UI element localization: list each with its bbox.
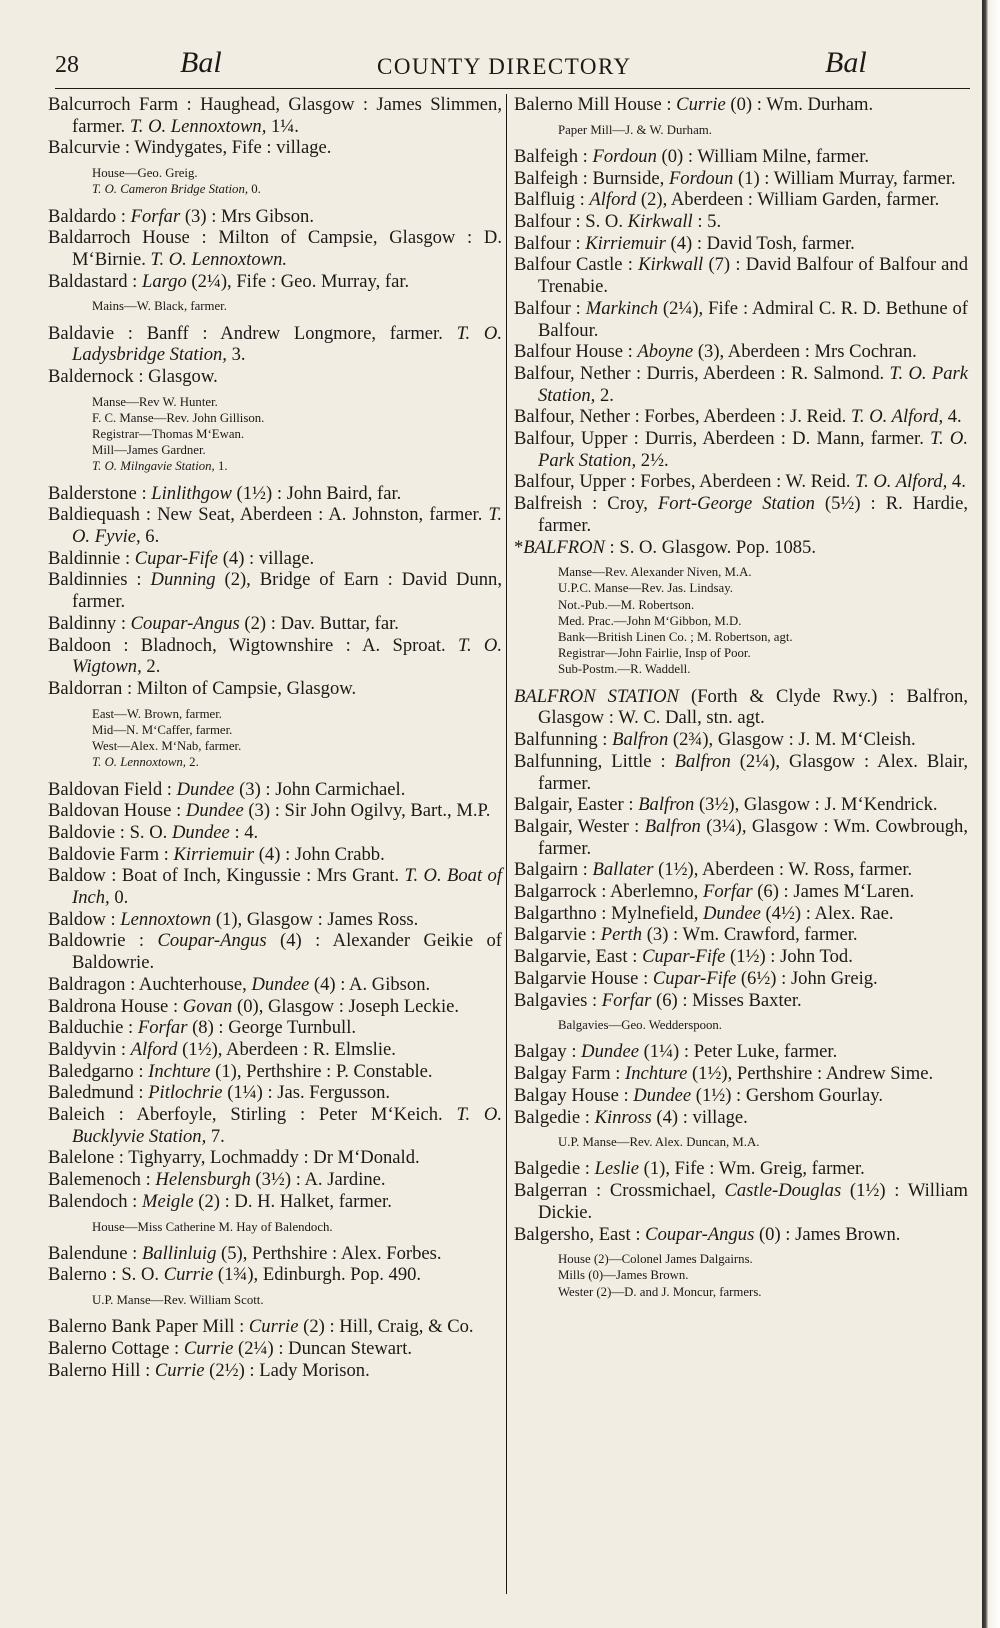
directory-entry: Balfluig : Alford (2), Aberdeen : William Garden, farmer. xyxy=(514,189,940,211)
directory-entry: Baldow : Boat of Inch, Kingussie : Mrs Grant. T. O. Boat of Inch, 0. xyxy=(48,865,502,909)
directory-entry: Balfunning : Balfron (2¾), Glasgow : J. M. M‘Cleish. xyxy=(514,729,916,751)
sub-listing-line: U.P. Manse—Rev. Alex. Duncan, M.A. xyxy=(558,1135,760,1150)
directory-entry: Balgarvie : Perth (3) : Wm. Crawford, farmer. xyxy=(514,924,858,946)
sub-listing-line: T. O. Milngavie Station, 1. xyxy=(92,459,228,474)
directory-entry: Baldovie Farm : Kirriemuir (4) : John Crabb. xyxy=(48,843,385,865)
directory-entry: Balgair, Wester : Balfron (3¼), Glasgow : Wm. Cowbrough, farmer. xyxy=(514,815,968,859)
sub-listing-line: Paper Mill—J. & W. Durham. xyxy=(558,122,712,137)
directory-entry: Balerno Cottage : Currie (2¼) : Duncan Stewart. xyxy=(48,1338,413,1360)
sub-listing-line: Manse—Rev W. Hunter. xyxy=(92,394,218,409)
directory-entry: Balfour Castle : Kirkwall (7) : David Balfour of Balfour and Trenabie. xyxy=(514,254,969,298)
directory-entry: Balelone : Tighyarry, Lochmaddy : Dr M‘Donald. xyxy=(48,1147,420,1169)
sub-listing-line: U.P.C. Manse—Rev. Jas. Lindsay. xyxy=(558,581,734,596)
directory-entry: Balemenoch : Helensburgh (3½) : A. Jardine. xyxy=(48,1169,386,1191)
directory-entry: Baldow : Lennoxtown (1), Glasgow : James Ross. xyxy=(48,908,419,930)
directory-entry: Baldinnies : Dunning (2), Bridge of Earn : David Dunn, farmer. xyxy=(48,569,503,613)
directory-entry: Balgerran : Crossmichael, Castle-Douglas (1½) : William Dickie. xyxy=(514,1180,968,1223)
page-header xyxy=(55,46,975,86)
directory-entry: Baldernock : Glasgow. xyxy=(48,365,218,387)
directory-entry: Balcurvie : Windygates, Fife : village. xyxy=(48,137,332,159)
sub-listing-line: Balgavies—Geo. Wedderspoon. xyxy=(558,1018,722,1033)
sub-listing-line: Mid—N. M‘Caffer, farmer. xyxy=(92,722,233,737)
entry-sub-listing xyxy=(48,1219,502,1235)
directory-entry: Balgersho, East : Coupar-Angus (0) : James Brown. xyxy=(514,1223,901,1245)
sub-listing-line: F. C. Manse—Rev. John Gillison. xyxy=(92,410,265,425)
directory-entry: Balendoch : Meigle (2) : D. H. Halket, farmer. xyxy=(48,1190,392,1212)
directory-entry: *BALFRON : S. O. Glasgow. Pop. 1085. xyxy=(514,536,816,558)
right-column xyxy=(514,94,968,1308)
directory-entry: Balgarrock : Aberlemno, Forfar (6) : James M‘Laren. xyxy=(514,881,915,903)
sub-listing-line: Med. Prac.—John M‘Gibbon, M.D. xyxy=(558,613,742,628)
directory-entry: Baldyvin : Alford (1½), Aberdeen : R. Elmslie. xyxy=(48,1038,396,1060)
directory-entry: Balduchie : Forfar (8) : George Turnbull. xyxy=(48,1017,357,1039)
directory-entry: Balderstone : Linlithgow (1½) : John Baird, far. xyxy=(48,482,402,504)
sub-listing-line: House—Miss Catherine M. Hay of Balendoch. xyxy=(92,1219,333,1234)
sub-listing-line: Registrar—John Fairlie, Insp of Poor. xyxy=(558,646,751,661)
directory-entry: Balfunning, Little : Balfron (2¼), Glasgow : Alex. Blair, farmer. xyxy=(514,750,968,794)
directory-entry: Balfeigh : Burnside, Fordoun (1) : William Murray, farmer. xyxy=(514,167,956,189)
directory-entry: Baldastard : Largo (2¼), Fife : Geo. Murray, far. xyxy=(48,270,410,292)
directory-entry: Balgair, Easter : Balfron (3½), Glasgow : J. M‘Kendrick. xyxy=(514,794,938,816)
directory-entry: Balfour, Upper : Durris, Aberdeen : D. Mann, farmer. T. O. Park Station, 2½. xyxy=(514,428,968,471)
entry-sub-listing xyxy=(48,706,502,771)
directory-entry: Balfour, Nether : Forbes, Aberdeen : J. Reid. T. O. Alford, 4. xyxy=(514,406,962,428)
right-running-head: Bal xyxy=(825,46,867,79)
sub-listing-line: Registrar—Thomas M‘Ewan. xyxy=(92,427,245,442)
directory-entry: Balgay Farm : Inchture (1½), Perthshire : Andrew Sime. xyxy=(514,1063,934,1085)
page-title: COUNTY DIRECTORY xyxy=(377,54,632,79)
directory-entry: Balfour House : Aboyne (3), Aberdeen : Mrs Cochran. xyxy=(514,341,917,363)
directory-entry: Balerno Bank Paper Mill : Currie (2) : Hill, Craig, & Co. xyxy=(48,1316,474,1338)
book-spine-edge xyxy=(982,0,1000,1628)
directory-entry: Baledmund : Pitlochrie (1¼) : Jas. Fergusson. xyxy=(48,1082,391,1104)
directory-entry: Balgarvie House : Cupar-Fife (6½) : John Greig. xyxy=(514,967,878,989)
directory-entry: Balerno Hill : Currie (2½) : Lady Morison. xyxy=(48,1359,370,1381)
directory-entry: Baldinny : Coupar-Angus (2) : Dav. Buttar, far. xyxy=(48,612,399,634)
directory-entry: Baldoon : Bladnoch, Wigtownshire : A. Sproat. T. O. Wigtown, 2. xyxy=(48,634,502,678)
sub-listing-line: West—Alex. M‘Nab, farmer. xyxy=(92,739,242,754)
directory-entry: Balgavies : Forfar (6) : Misses Baxter. xyxy=(514,989,802,1011)
entry-sub-listing xyxy=(514,122,968,138)
directory-entry: Baldorran : Milton of Campsie, Glasgow. xyxy=(48,677,357,699)
directory-entry: Balendune : Ballinluig (5), Perthshire : Alex. Forbes. xyxy=(48,1242,442,1264)
directory-entry: Baleich : Aberfoyle, Stirling : Peter M‘Keich. T. O. Bucklyvie Station, 7. xyxy=(48,1104,502,1147)
directory-entry: Balfreish : Croy, Fort-George Station (5½) : R. Hardie, farmer. xyxy=(514,493,968,536)
directory-entry: Baldinnie : Cupar-Fife (4) : village. xyxy=(48,547,315,569)
directory-entry: Balgay House : Dundee (1½) : Gershom Gourlay. xyxy=(514,1084,884,1106)
directory-entry: Balfour : Markinch (2¼), Fife : Admiral C. R. D. Bethune of Balfour. xyxy=(514,297,969,341)
directory-entry: Balgedie : Leslie (1), Fife : Wm. Greig, farmer. xyxy=(514,1158,865,1180)
sub-listing-line: House—Geo. Greig. xyxy=(92,166,198,181)
sub-listing-line: Mains—W. Black, farmer. xyxy=(92,299,227,314)
column-divider xyxy=(506,94,507,1594)
directory-entry: Baldavie : Banff : Andrew Longmore, farmer. T. O. Ladysbridge Station, 3. xyxy=(48,322,502,366)
sub-listing-line: Mill—James Gardner. xyxy=(92,443,206,458)
directory-entry: Baldovan Field : Dundee (3) : John Carmichael. xyxy=(48,778,406,800)
entry-sub-listing xyxy=(48,165,502,197)
directory-entry: Balgarthno : Mylnefield, Dundee (4½) : Alex. Rae. xyxy=(514,902,894,924)
directory-entry: Baldardo : Forfar (3) : Mrs Gibson. xyxy=(48,205,314,227)
directory-entry: Baldragon : Auchterhouse, Dundee (4) : A. Gibson. xyxy=(48,973,431,995)
directory-entry: Balfour : Kirriemuir (4) : David Tosh, farmer. xyxy=(514,232,855,254)
sub-listing-line: House (2)—Colonel James Dalgairns. xyxy=(558,1252,753,1267)
directory-entry: Balgarvie, East : Cupar-Fife (1½) : John Tod. xyxy=(514,946,853,968)
directory-entry: Baldarroch House : Milton of Campsie, Glasgow : D. M‘Birnie. T. O. Lennoxtown. xyxy=(48,227,502,270)
entry-sub-listing xyxy=(514,1251,968,1300)
sub-listing-line: T. O. Lennoxtown, 2. xyxy=(92,755,199,770)
directory-entry: Baledgarno : Inchture (1), Perthshire : P. Constable. xyxy=(48,1060,433,1082)
directory-entry: Baldrona House : Govan (0), Glasgow : Joseph Leckie. xyxy=(48,995,460,1017)
sub-listing-line: Wester (2)—D. and J. Moncur, farmers. xyxy=(558,1284,762,1299)
left-running-head: Bal xyxy=(180,46,222,79)
directory-entry: Balfour, Nether : Durris, Aberdeen : R. Salmond. T. O. Park Station, 2. xyxy=(514,362,968,406)
directory-entry: Baldovie : S. O. Dundee : 4. xyxy=(48,821,259,843)
sub-listing-line: T. O. Cameron Bridge Station, 0. xyxy=(92,182,261,197)
sub-listing-line: Manse—Rev. Alexander Niven, M.A. xyxy=(558,565,752,580)
sub-listing-line: Bank—British Linen Co. ; M. Robertson, agt. xyxy=(558,630,793,645)
entry-sub-listing xyxy=(514,564,968,677)
directory-entry: Baldowrie : Coupar-Angus (4) : Alexander Geikie of Baldowrie. xyxy=(48,930,502,974)
entry-sub-listing xyxy=(48,298,502,314)
directory-entry: Balgedie : Kinross (4) : village. xyxy=(514,1106,748,1128)
sub-listing-line: U.P. Manse—Rev. William Scott. xyxy=(92,1293,264,1308)
directory-entry: Baldiequash : New Seat, Aberdeen : A. Johnston, farmer. T. O. Fyvie, 6. xyxy=(48,504,502,548)
entry-sub-listing xyxy=(514,1017,968,1033)
entry-sub-listing xyxy=(48,1292,502,1308)
directory-entry: Balerno : S. O. Currie (1¾), Edinburgh. Pop. 490. xyxy=(48,1264,422,1286)
header-rule xyxy=(55,88,970,89)
sub-listing-line: East—W. Brown, farmer. xyxy=(92,706,222,721)
directory-entry: Balfour : S. O. Kirkwall : 5. xyxy=(514,211,722,233)
page-number: 28 xyxy=(55,52,79,78)
directory-entry: Balgay : Dundee (1¼) : Peter Luke, farmer. xyxy=(514,1041,838,1063)
entry-sub-listing xyxy=(48,394,502,475)
directory-entry: BALFRON STATION (Forth & Clyde Rwy.) : Balfron, Glasgow : W. C. Dall, stn. agt. xyxy=(514,685,969,729)
directory-entry: Balerno Mill House : Currie (0) : Wm. Durham. xyxy=(514,94,874,115)
sub-listing-line: Mills (0)—James Brown. xyxy=(558,1268,689,1283)
left-column xyxy=(48,94,502,1381)
directory-entry: Baldovan House : Dundee (3) : Sir John Ogilvy, Bart., M.P. xyxy=(48,800,491,822)
directory-entry: Balgairn : Ballater (1½), Aberdeen : W. Ross, farmer. xyxy=(514,859,913,881)
sub-listing-line: Not.-Pub.—M. Robertson. xyxy=(558,597,695,612)
directory-entry: Balfour, Upper : Forbes, Aberdeen : W. Reid. T. O. Alford, 4. xyxy=(514,471,966,493)
entry-sub-listing xyxy=(514,1134,968,1150)
directory-entry: Balcurroch Farm : Haughead, Glasgow : James Slimmen, farmer. T. O. Lennoxtown, 1¼. xyxy=(48,94,502,137)
directory-entry: Balfeigh : Fordoun (0) : William Milne, farmer. xyxy=(514,145,870,167)
sub-listing-line: Sub-Postm.—R. Waddell. xyxy=(558,662,691,677)
